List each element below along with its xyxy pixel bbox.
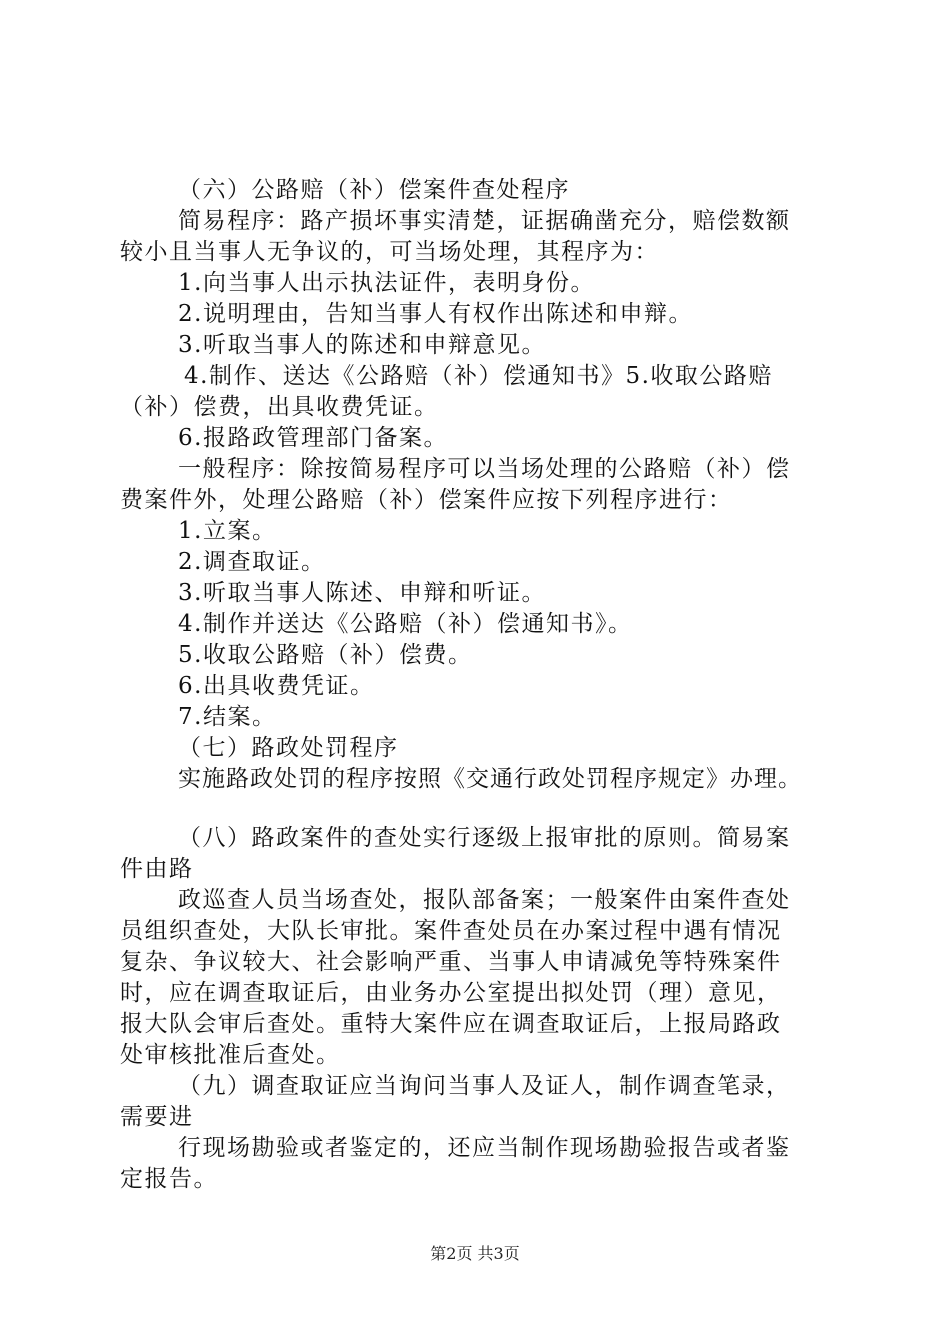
paragraph-line: （补）偿费，出具收费凭证。: [120, 394, 439, 420]
paragraph-line: 简易程序：路产损坏事实清楚，证据确凿充分，赔偿数额: [178, 208, 791, 234]
paragraph-line: 实施路政处罚的程序按照《交通行政处罚程序规定》办理。: [178, 766, 802, 792]
paragraph-line: 费案件外，处理公路赔（补）偿案件应按下列程序进行：: [120, 487, 733, 513]
list-item: 3.听取当事人陈述、申辩和听证。: [178, 580, 546, 606]
list-item: 7.结案。: [178, 704, 277, 730]
paragraph-line: 较小且当事人无争议的，可当场处理，其程序为：: [120, 239, 659, 265]
list-item: 1.向当事人出示执法证件，表明身份。: [178, 270, 595, 296]
paragraph-line: 员组织查处，大队长审批。案件查处员在办案过程中遇有情况: [120, 918, 782, 944]
paragraph-line: 定报告。: [120, 1166, 218, 1192]
section-heading-9: （九）调查取证应当询问当事人及证人，制作调查笔录，: [178, 1073, 791, 1099]
paragraph-line: 政巡查人员当场查处，报队部备案；一般案件由案件查处: [178, 887, 791, 913]
list-item: 3.听取当事人的陈述和申辩意见。: [178, 332, 546, 358]
list-item: 5.收取公路赔（补）偿费。: [178, 642, 473, 668]
paragraph-line: 需要进: [120, 1104, 194, 1130]
section-heading-8: （八）路政案件的查处实行逐级上报审批的原则。简易案: [178, 825, 791, 851]
paragraph-line: 件由路: [120, 856, 194, 882]
paragraph-line: 复杂、争议较大、社会影响严重、当事人申请减免等特殊案件: [120, 949, 782, 975]
paragraph-line: 时，应在调查取证后，由业务办公室提出拟处罚（理）意见，: [120, 980, 782, 1006]
section-heading-7: （七）路政处罚程序: [178, 735, 399, 761]
list-item: 6.报路政管理部门备案。: [178, 425, 448, 451]
paragraph-line: 报大队会审后查处。重特大案件应在调查取证后，上报局路政: [120, 1011, 782, 1037]
list-item: 1.立案。: [178, 518, 277, 544]
list-item: 4.制作、送达《公路赔（补）偿通知书》5.收取公路赔: [184, 363, 773, 389]
paragraph-line: 处审核批准后查处。: [120, 1042, 341, 1068]
list-item: 6.出具收费凭证。: [178, 673, 375, 699]
page-footer: 第2页 共3页: [430, 1244, 520, 1263]
section-heading-6: （六）公路赔（补）偿案件查处程序: [178, 177, 570, 203]
list-item: 2.调查取证。: [178, 549, 326, 575]
paragraph-line: 一般程序：除按简易程序可以当场处理的公路赔（补）偿: [178, 456, 791, 482]
list-item: 2.说明理由，告知当事人有权作出陈述和申辩。: [178, 301, 693, 327]
paragraph-line: 行现场勘验或者鉴定的，还应当制作现场勘验报告或者鉴: [178, 1135, 791, 1161]
list-item: 4.制作并送达《公路赔（补）偿通知书》。: [178, 611, 633, 637]
